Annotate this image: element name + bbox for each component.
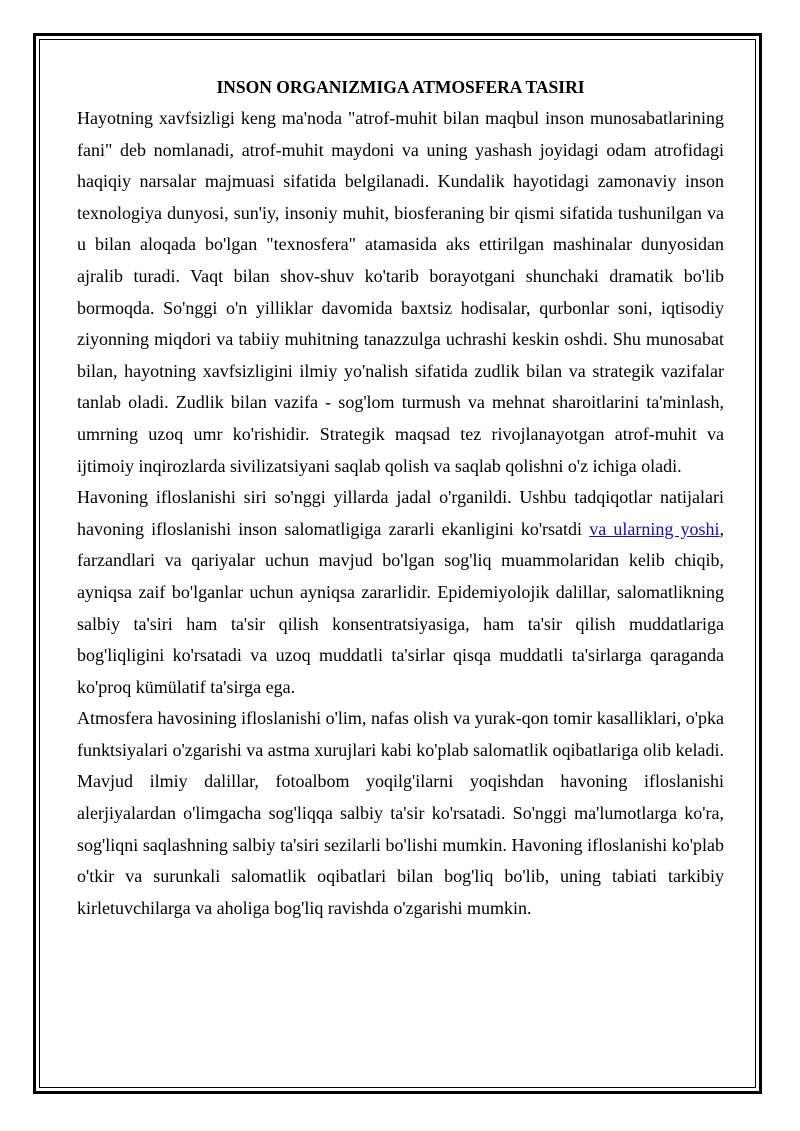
document-title: INSON ORGANIZMIGA ATMOSFERA TASIRI bbox=[216, 77, 585, 97]
paragraph-3: Atmosfera havosining ifloslanishi o'lim, nafas olish va yurak-qon tomir kasalliklari, o'pka funktsiyalari o'zgarishi va astma xurujlari kabi ko'plab salomatlik oqibatlariga olib keladi. Mavjud ilmiy dalillar, fotoalbom yoqilg'ilarni yoqishdan havoning ifloslanishi alerjiyalardan o'limgacha sog'liqqa salbiy ta'sir ko'rsatadi. So'nggi ma'lumotlarga ko'ra, sog'liqni saqlashning salbiy ta'siri sezilarli bo'lishi mumkin. Havoning ifloslanishi ko'plab o'tkir va surunkali salomatlik oqibatlari bilan bog'liq bo'lib, uning tabiati tarkibiy kirletuvchilarga va aholiga bog'liq ravishda o'zgarishi mumkin. bbox=[77, 708, 724, 918]
inline-link[interactable]: va ularning yoshi bbox=[589, 518, 720, 539]
paragraph-1: Hayotning xavfsizligi keng ma'noda "atrof-muhit bilan maqbul inson munosabatlarining fani" deb nomlanadi, atrof-muhit maydoni va uning yashash joyidagi odam atrofidagi haqiqiy narsalar majmuasi sifatida belgilanadi. Kundalik hayotidagi zamonaviy inson texnologiya dunyosi, sun'iy, insoniy muhit, biosferaning bir qismi sifatida tushunilgan va u bilan aloqada bo'lgan "texnosfera" atamasida aks ettirilgan mashinalar dunyosidan ajralib turadi. Vaqt bilan shov-shuv ko'tarib borayotgani shunchaki dramatik bo'lib bormoqda. So'nggi o'n yilliklar davomida baxtsiz hodisalar, qurbonlar soni, iqtisodiy ziyonning miqdori va tabiiy muhitning tanazzulga uchrashi keskin oshdi. Shu munosabat bilan, hayotning xavfsizligini ilmiy yo'nalish sifatida zudlik bilan va strategik vazifalar tanlab oladi. Zudlik bilan vazifa - sog'lom turmush va mehnat sharoitlarini ta'minlash, umrning uzoq umr ko'rishidir. Strategik maqsad tez rivojlanayotgan atrof-muhit va ijtimoiy inqirozlarda sivilizatsiyani saqlab qolish va saqlab qolishni o'z ichiga oladi. bbox=[77, 108, 724, 476]
document-content bbox=[77, 72, 724, 924]
paragraph-2 bbox=[77, 482, 724, 703]
paragraph-2-text-after-link: , farzandlari va qariyalar uchun mavjud bo'lgan sog'liq muammolaridan kelib chiqib, ayniqsa zaif bo'lganlar uchun ayniqsa zararlidir. Epidemiyolojik dalillar, salomatlikning salbiy ta'siri ham ta'sir qilish konsentratsiyasiga, ham ta'sir qilish muddatlariga bog'liqligini ko'rsatadi va uzoq muddatli ta'sirlar qisqa muddatli ta'sirlarga qaraganda ko'proq kümülatif ta'sirga ega. bbox=[77, 518, 725, 697]
paragraph-2-text-before-link: Havoning ifloslanishi siri so'nggi yillarda jadal o'rganildi. Ushbu tadqiqotlar natijalari havoning ifloslanishi inson salomatligiga zararli ekanligini ko'rsatdi bbox=[77, 487, 724, 539]
